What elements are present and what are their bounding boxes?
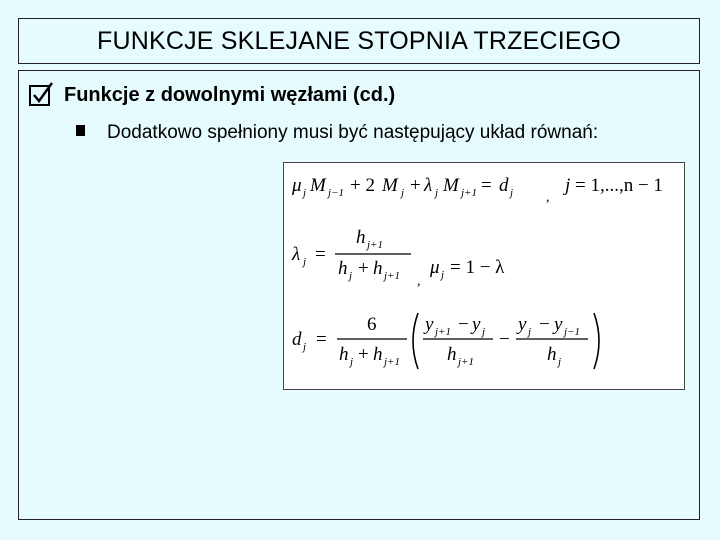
bullet-text: Dodatkowo spełniony musi być następujący układ równań: xyxy=(107,122,599,143)
eq3-left-paren xyxy=(413,313,418,369)
eq3-f1-minus: − xyxy=(458,314,469,335)
eq3-f2-minus: − xyxy=(539,314,550,335)
eq1-sub: j xyxy=(401,187,405,199)
eq3-right-paren xyxy=(594,313,599,369)
eq1-range: = 1,...,n − 1 xyxy=(575,175,663,196)
eq1-M2: M xyxy=(382,175,398,196)
eq3-f1-y1-sub: j+1 xyxy=(435,326,451,338)
eq1-M1: M xyxy=(310,175,326,196)
equation-3 xyxy=(292,313,599,369)
eq3-f2-y2-sub: j−1 xyxy=(564,326,580,338)
slide-title: FUNKCJE SKLEJANE STOPNIA TRZECIEGO xyxy=(96,26,622,55)
eq2-den-plus: + xyxy=(358,258,369,279)
eq3-equals: = xyxy=(316,329,327,350)
eq1-M3: M xyxy=(443,175,459,196)
bullet-row xyxy=(76,122,598,144)
eq2-mu-sub: j xyxy=(441,269,445,281)
eq3-f2-den-h: h xyxy=(547,344,557,365)
eq3-f2-den-sub: j xyxy=(558,356,562,368)
eq3-f2-y1: y xyxy=(518,314,527,335)
eq1-lambda: λ xyxy=(424,175,433,196)
eq3-den-h2: h xyxy=(373,344,383,365)
eq1-plus2: + 2 xyxy=(350,175,375,196)
eq3-den-sub1: j xyxy=(350,356,354,368)
equations-svg xyxy=(284,163,684,389)
eq3-d: d xyxy=(292,329,302,350)
eq2-mu: μ xyxy=(430,257,440,278)
eq2-den-h1: h xyxy=(338,258,348,279)
eq3-f1-den-h: h xyxy=(447,344,457,365)
eq1-sub: j xyxy=(510,187,514,199)
eq3-f1-y1: y xyxy=(425,314,434,335)
eq1-sub: j xyxy=(303,187,307,199)
eq1-sub: j xyxy=(435,187,439,199)
eq2-num-h: h xyxy=(356,227,366,248)
eq1-equals: = xyxy=(481,175,492,196)
eq3-f1-y2: y xyxy=(472,314,481,335)
eq2-den-sub1: j xyxy=(349,270,353,282)
eq3-f2-y2: y xyxy=(554,314,563,335)
eq3-sub: j xyxy=(303,341,307,353)
eq2-sub: j xyxy=(303,256,307,268)
eq1-mu: μ xyxy=(292,175,302,196)
eq1-d: d xyxy=(499,175,509,196)
eq1-plus: + xyxy=(410,175,421,196)
eq3-den-h1: h xyxy=(339,344,349,365)
equation-2 xyxy=(291,227,505,289)
eq3-den-sub2: j+1 xyxy=(384,356,400,368)
eq2-num-sub: j+1 xyxy=(367,239,383,251)
eq3-num: 6 xyxy=(367,314,377,335)
eq3-mid-minus: − xyxy=(499,329,510,350)
eq1-sub: j+1 xyxy=(461,187,477,199)
heading-row xyxy=(28,82,395,108)
equation-1 xyxy=(291,175,663,205)
eq1-comma: , xyxy=(546,190,550,205)
eq3-f1-den-sub: j+1 xyxy=(458,356,474,368)
eq2-equals: = xyxy=(315,244,326,265)
eq3-f1-y2-sub: j xyxy=(482,326,486,338)
slide-title-box xyxy=(18,18,700,64)
eq2-mu-rhs: = 1 − λ xyxy=(450,257,505,278)
equations-image xyxy=(283,162,685,390)
heading-text: Funkcje z dowolnymi węzłami (cd.) xyxy=(64,83,396,106)
eq2-den-h2: h xyxy=(373,258,383,279)
eq1-sub: j−1 xyxy=(328,187,344,199)
checkbox-checked-icon xyxy=(28,82,54,108)
eq3-den-plus: + xyxy=(358,344,369,365)
eq1-range-j: j xyxy=(565,175,571,196)
eq2-lambda: λ xyxy=(292,244,301,265)
square-bullet-icon xyxy=(76,125,85,136)
eq2-den-sub2: j+1 xyxy=(384,270,400,282)
eq3-f2-y1-sub: j xyxy=(528,326,532,338)
eq2-comma: , xyxy=(417,274,421,289)
